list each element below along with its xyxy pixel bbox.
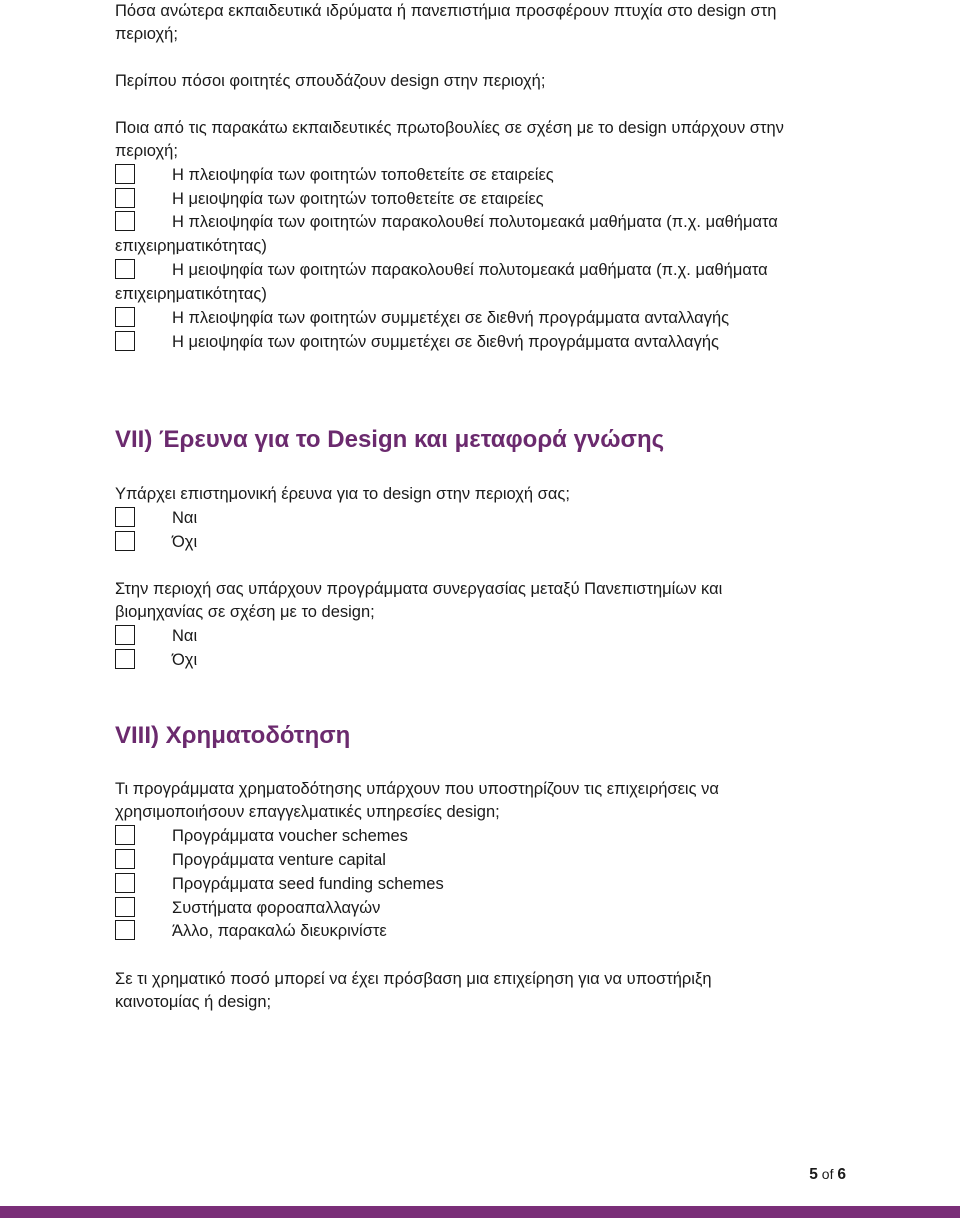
checkbox[interactable]: [115, 849, 135, 869]
option-label: Ναι: [172, 627, 198, 645]
checkbox[interactable]: [115, 188, 135, 208]
option-label: Η πλειοψηφία των φοιτητών τοποθετείτε σε εταιρείες: [172, 166, 554, 184]
question-research: Υπάρχει επιστημονική έρευνα για το design στην περιοχή σας;: [115, 485, 570, 503]
checkbox[interactable]: [115, 625, 135, 645]
footer-bar: [0, 1206, 960, 1218]
question-institutions-line2: περιοχή;: [115, 25, 178, 43]
checkbox[interactable]: [115, 920, 135, 940]
question-funding-amount-line1: Σε τι χρηματικό ποσό μπορεί να έχει πρόσβαση μια επιχείρηση για να υποστήριξη: [115, 970, 712, 988]
checkbox[interactable]: [115, 211, 135, 231]
option-label: Προγράμματα venture capital: [172, 851, 386, 869]
option-label: Άλλο, παρακαλώ διευκρινίστε: [172, 922, 387, 940]
question-students: Περίπου πόσοι φοιτητές σπουδάζουν design στην περιοχή;: [115, 72, 546, 90]
checkbox[interactable]: [115, 331, 135, 351]
page-number: [809, 1166, 846, 1184]
checkbox[interactable]: [115, 873, 135, 893]
option-label: Η μειοψηφία των φοιτητών τοποθετείτε σε εταιρείες: [172, 190, 544, 208]
option-label: Προγράμματα voucher schemes: [172, 827, 408, 845]
page-of-label: of: [821, 1166, 834, 1182]
total-pages: 6: [837, 1166, 846, 1183]
question-institutions-line1: Πόσα ανώτερα εκπαιδευτικά ιδρύματα ή πανεπιστήμια προσφέρουν πτυχία στο design στη: [115, 2, 777, 20]
checkbox[interactable]: [115, 307, 135, 327]
option-label: Προγράμματα seed funding schemes: [172, 875, 444, 893]
option-label-continued: επιχειρηματικότητας): [115, 237, 267, 255]
question-cooperation-line1: Στην περιοχή σας υπάρχουν προγράμματα συνεργασίας μεταξύ Πανεπιστημίων και: [115, 580, 723, 598]
checkbox[interactable]: [115, 507, 135, 527]
option-label: Η μειοψηφία των φοιτητών συμμετέχει σε διεθνή προγράμματα ανταλλαγής: [172, 333, 719, 351]
question-initiatives-line1: Ποια από τις παρακάτω εκπαιδευτικές πρωτοβουλίες σε σχέση με το design υπάρχουν στην: [115, 119, 784, 137]
option-label: Ναι: [172, 509, 198, 527]
checkbox[interactable]: [115, 164, 135, 184]
question-cooperation-line2: βιομηχανίας σε σχέση με το design;: [115, 603, 375, 621]
option-label: Η πλειοψηφία των φοιτητών παρακολουθεί πολυτομεακά μαθήματα (π.χ. μαθήματα: [172, 213, 778, 231]
option-label: Η μειοψηφία των φοιτητών παρακολουθεί πολυτομεακά μαθήματα (π.χ. μαθήματα: [172, 261, 768, 279]
checkbox[interactable]: [115, 649, 135, 669]
section-heading-research: VII) Έρευνα για το Design και μεταφορά γνώσης: [115, 426, 665, 453]
question-funding-programs-line2: χρησιμοποιήσουν επαγγελματικές υπηρεσίες design;: [115, 803, 500, 821]
question-funding-programs-line1: Τι προγράμματα χρηματοδότησης υπάρχουν που υποστηρίζουν τις επιχειρήσεις να: [115, 780, 719, 798]
question-initiatives-line2: περιοχή;: [115, 142, 178, 160]
checkbox[interactable]: [115, 897, 135, 917]
question-funding-amount-line2: καινοτομίας ή design;: [115, 993, 272, 1011]
option-label: Συστήματα φοροαπαλλαγών: [172, 899, 381, 917]
option-label-continued: επιχειρηματικότητας): [115, 285, 267, 303]
checkbox[interactable]: [115, 531, 135, 551]
current-page: 5: [809, 1166, 818, 1183]
option-label: Η πλειοψηφία των φοιτητών συμμετέχει σε διεθνή προγράμματα ανταλλαγής: [172, 309, 730, 327]
checkbox[interactable]: [115, 259, 135, 279]
checkbox[interactable]: [115, 825, 135, 845]
option-label: Όχι: [172, 651, 198, 669]
option-label: Όχι: [172, 533, 198, 551]
section-heading-funding: VIII) Χρηματοδότηση: [115, 722, 351, 749]
